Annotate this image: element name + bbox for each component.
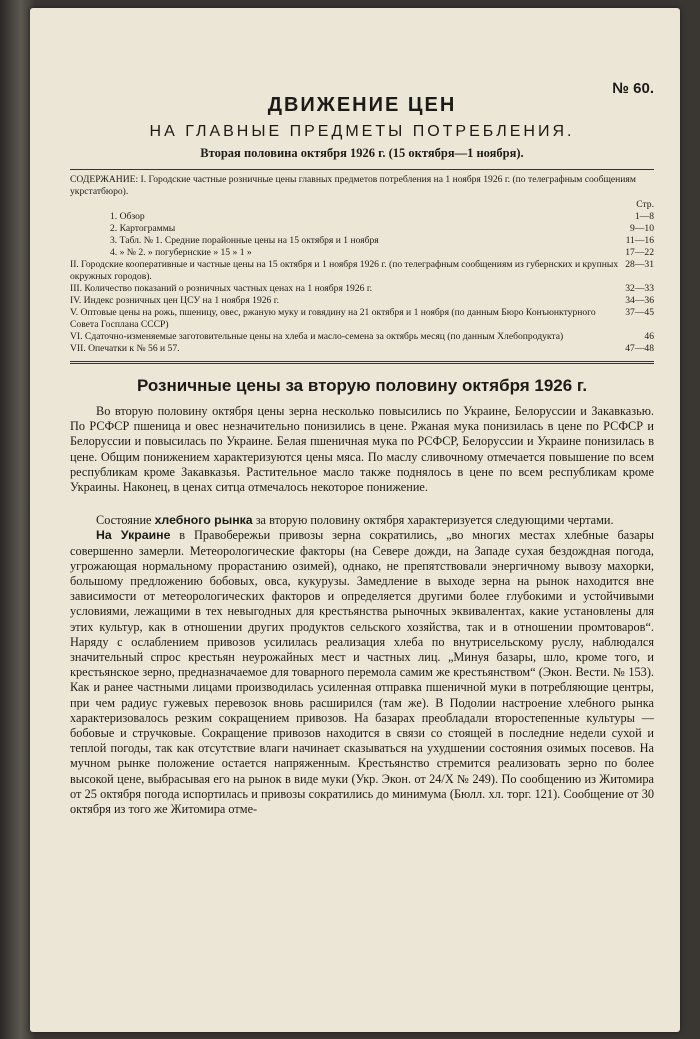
toc-section: III. Количество показаний о розничных частных ценах на 1 ноября 1926 г. 32—33	[70, 283, 654, 294]
date-range: Вторая половина октября 1926 г. (15 октября—1 ноября).	[200, 146, 524, 160]
toc-section: VII. Опечатки к № 56 и 57. 47—48	[70, 343, 654, 354]
toc-section: V. Оптовые цены на рожь, пшеницу, овес, ржаную муку и говядину на 21 октября и 1 ноября (по данным Бюро Конъюнктурного Совета Госплана СССР) 37—45	[70, 307, 654, 330]
book-spine	[0, 0, 34, 1039]
main-title: ДВИЖЕНИЕ ЦЕН	[267, 94, 457, 116]
toc-page-label: Стр.	[636, 199, 654, 210]
toc-section: VI. Сдаточно-изменяемые заготовительные цены на хлеба и масло-семена за октябрь месяц (по данным Хлебопродукта) 46	[70, 331, 654, 342]
toc-subitem: 3. Табл. № 1. Средние порайонные цены на 15 октября и 1 ноября 11—16	[110, 235, 654, 246]
toc-subitem: 4. » № 2. » погубернские » 15 » 1 » 17—22	[110, 247, 654, 258]
toc-intro: СОДЕРЖАНИЕ: I. Городские частные розничные цены главных предметов потребления на 1 ноября 1926 г. (по телеграфным сообщениям укрстатбюро).	[70, 174, 636, 197]
table-of-contents	[70, 174, 654, 355]
divider	[70, 169, 654, 170]
paragraph-1: Во вторую половину октября цены зерна несколько повысились по Украине, Белоруссии и Закавказью. По РСФСР пшеница и овес незначительно понизились в цене. Ржаная мука понизилась в цене по РСФСР и Белоруссии и повысилась по Украине. Белая пшеничная мука по РСФСР, Белоруссии и Украине понизилась в цене. Общим понижением характеризуются цены мяса. По маслу сливочному отмечается повышение по всем республикам кроме Закавказья. Растительное масло также поднялось в цене по всем республикам кроме Украины. Наконец, в ценах ситца отмечалось некоторое понижение.	[70, 404, 654, 495]
article-body	[70, 404, 654, 817]
issue-number: № 60.	[612, 80, 654, 97]
toc-section: IV. Индекс розничных цен ЦСУ на 1 ноября 1926 г. 34—36	[70, 295, 654, 306]
toc-subitem: 1. Обзор 1—8	[110, 211, 654, 222]
toc-subitem: 2. Картограммы 9—10	[110, 223, 654, 234]
paragraph-3: На Украине в Правобережьи привозы зерна сократились, „во многих местах хлебные базары совершенно замерли. Метеорологические факторы (на Севере дожди, на Западе сухая бездождная погода, угрожающая нормальному прорастанию озимей), однако, не препятствовали энергичному вывозу махорки, большому предложению бобовых, овса, кукурузы. Замедление в выходе зерна на рынок находится вне зависимости от метеорологических факторов и определяется другими более глубокими и устойчивыми условиями, лежащими в тех невыгодных для крестьянства рыночных эквивалентах, какие установлены для этих культур, как в отношении других продуктов сельского хозяйства, так и в отношении промтоваров“. Наряду с ослаблением привозов усилилась реализация хлеба по внутрисельскому руслу, наблюдался значительный спрос крестьян неурожайных мест и частных лиц. „Минуя базары, шло, кроме того, и крестьянское зерно, предназначаемое для товарного перемола самим же крестьянством“ (Экон. Вести. № 153). Как и ранее частными лицами производилась усиленная отправка пшеничной муки в потребляющие центры, при чем радиус гужевых перевозок вновь расширился (там же). В Подолии настроение хлебного рынка характеризовалось резким сокращением привозов. На базарах преобладали второстепенные культуры — бобовые и стручковые. Сокращение привозов находится в связи со стоящей в последние недели сухой и теплой погоды, так как отсутствие влаги начинает сказываться на ухудшении состояния озимых посевов. На мучном рынке положение остается напряженным. Крестьянство стремится реализовать зерно по более высокой цене, выбрасывая его на рынок в виде муки (Укр. Экон. от 24/X № 249). По сообщению из Житомира от 25 октября погода испортилась и привозы сократились до минимума (Бюлл. хл. торг. 121). Сообщение от 30 октября из того же Житомира отме-	[70, 528, 654, 817]
toc-section: II. Городские кооперативные и частные цены на 15 октября и 1 ноября 1926 г. (по телеграфным сообщениям из губернских и крупных окружных городов). 28—31	[70, 259, 654, 282]
document-page	[30, 8, 680, 1032]
article-heading: Розничные цены за вторую половину октября 1926 г.	[136, 376, 588, 395]
subtitle: НА ГЛАВНЫЕ ПРЕДМЕТЫ ПОТРЕБЛЕНИЯ.	[149, 123, 575, 140]
page-content	[70, 22, 654, 817]
paragraph-2: Состояние хлебного рынка за вторую половину октября характеризуется следующими чертами.	[96, 513, 614, 528]
double-divider	[70, 361, 654, 364]
